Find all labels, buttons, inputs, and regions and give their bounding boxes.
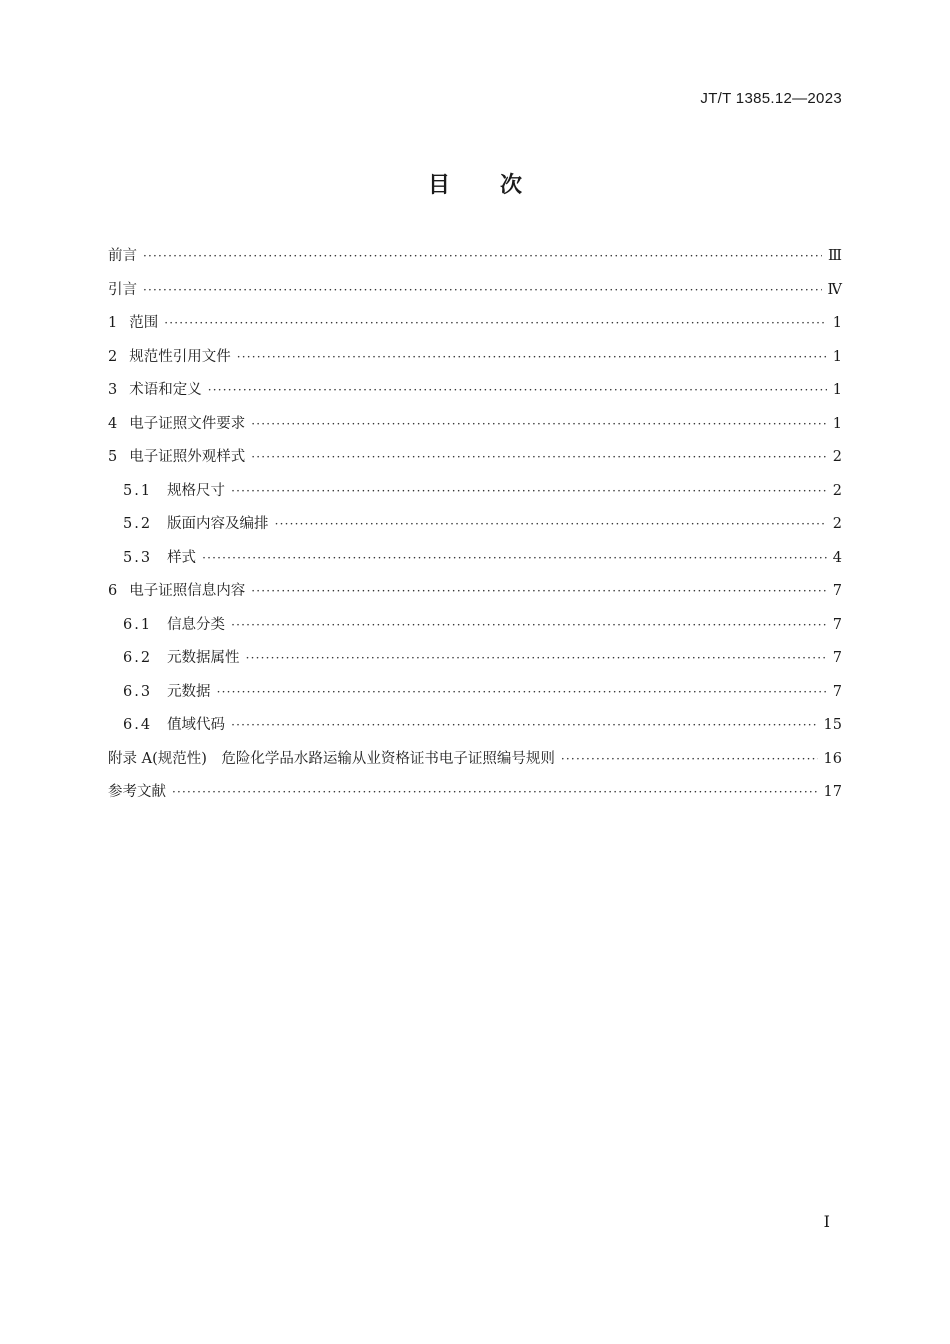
toc-entry-number: 2 <box>108 348 118 365</box>
toc-entry-page: 7 <box>832 650 842 666</box>
toc-leader-dots <box>561 752 818 766</box>
toc-entry-page: 1 <box>832 415 842 432</box>
toc-entry-page: 1 <box>832 382 842 398</box>
toc-entry-page: 16 <box>823 750 842 767</box>
toc-title-char-1: 目 <box>427 173 450 198</box>
toc-entry-page: 15 <box>823 717 842 733</box>
toc-entry-label: 信息分类 <box>167 616 226 633</box>
toc-entry-6[interactable] <box>108 579 842 613</box>
toc-leader-dots <box>231 618 827 632</box>
toc-entry-page: Ⅳ <box>827 281 842 298</box>
toc-leader-dots <box>275 517 827 531</box>
toc-entry-label: 规格尺寸 <box>167 482 226 499</box>
toc-leader-dots <box>251 417 827 431</box>
toc-entry-page: 7 <box>832 683 842 700</box>
toc-entry-page: 2 <box>832 449 842 465</box>
toc-entry-page: 4 <box>832 549 842 566</box>
toc-entry-3[interactable] <box>108 378 842 412</box>
toc-leader-dots <box>202 551 827 565</box>
toc-entry-5-3[interactable] <box>108 546 842 580</box>
toc-leader-dots <box>143 283 822 297</box>
toc-entry-6-4[interactable] <box>108 713 842 747</box>
toc-entry-foreword[interactable] <box>108 244 842 278</box>
toc-entry-label: 元数据属性 <box>167 650 240 666</box>
toc-entry-number: 6.2 <box>123 650 153 666</box>
toc-leader-dots <box>143 249 822 263</box>
toc-leader-dots <box>217 685 827 699</box>
toc-entry-number: 5.3 <box>123 549 153 566</box>
toc-entry-page: 1 <box>832 315 842 331</box>
toc-leader-dots <box>251 584 827 598</box>
toc-entry-number: 5.2 <box>123 516 153 532</box>
toc-entry-number: 6.4 <box>123 717 153 733</box>
toc-entry-number: 6 <box>108 583 118 599</box>
toc-entry-page: 7 <box>832 583 842 599</box>
toc-entry-label: 电子证照外观样式 <box>129 449 246 465</box>
toc-leader-dots <box>237 350 827 364</box>
toc-entry-number: 3 <box>108 382 118 398</box>
toc-entry-4[interactable] <box>108 412 842 446</box>
table-of-contents <box>108 244 842 814</box>
toc-leader-dots <box>231 718 817 732</box>
document-code: JT/T 1385.12—2023 <box>700 90 842 107</box>
toc-leader-dots <box>172 785 818 799</box>
toc-entry-label: 规范性引用文件 <box>129 348 231 365</box>
toc-entry-introduction[interactable] <box>108 278 842 312</box>
toc-entry-number: 5.1 <box>123 482 153 499</box>
toc-entry-label: 引言 <box>108 281 137 298</box>
toc-entry-6-2[interactable] <box>108 646 842 680</box>
toc-entry-number: 1 <box>108 315 118 331</box>
toc-entry-label: 术语和定义 <box>129 382 202 398</box>
toc-entry-label: 元数据 <box>167 683 211 700</box>
toc-title <box>0 168 950 199</box>
toc-entry-label: 版面内容及编排 <box>167 516 269 532</box>
toc-entry-label: 附录 A(规范性) 危险化学品水路运输从业资格证书电子证照编号规则 <box>108 750 555 767</box>
toc-entry-number: 6.1 <box>123 616 153 633</box>
toc-entry-1[interactable] <box>108 311 842 345</box>
toc-leader-dots <box>246 651 827 665</box>
toc-title-char-2: 次 <box>500 173 523 198</box>
toc-entry-page: 2 <box>832 482 842 499</box>
toc-entry-6-1[interactable] <box>108 613 842 647</box>
toc-entry-label: 样式 <box>167 549 197 566</box>
toc-leader-dots <box>251 450 827 464</box>
toc-entry-label: 范围 <box>129 315 159 331</box>
toc-leader-dots <box>231 484 827 498</box>
toc-entry-label: 电子证照文件要求 <box>129 415 246 432</box>
toc-leader-dots <box>164 316 827 330</box>
toc-entry-label: 值域代码 <box>167 717 226 733</box>
toc-entry-page: 1 <box>832 348 842 365</box>
toc-entry-page: 2 <box>832 516 842 532</box>
page-number: Ⅰ <box>823 1212 830 1231</box>
toc-entry-page: Ⅲ <box>828 248 842 264</box>
toc-entry-number: 4 <box>108 415 118 432</box>
toc-entry-page: 7 <box>832 616 842 633</box>
toc-entry-label: 参考文献 <box>108 784 166 800</box>
toc-entry-5-1[interactable] <box>108 479 842 513</box>
toc-leader-dots <box>208 383 827 397</box>
toc-entry-label: 电子证照信息内容 <box>129 583 246 599</box>
toc-entry-page: 17 <box>823 784 842 800</box>
toc-entry-6-3[interactable] <box>108 680 842 714</box>
toc-entry-5-2[interactable] <box>108 512 842 546</box>
toc-entry-5[interactable] <box>108 445 842 479</box>
toc-entry-number: 5 <box>108 449 118 465</box>
toc-entry-annex-a[interactable] <box>108 747 842 781</box>
toc-entry-label: 前言 <box>108 248 137 264</box>
toc-entry-2[interactable] <box>108 345 842 379</box>
toc-entry-bibliography[interactable] <box>108 780 842 814</box>
toc-entry-number: 6.3 <box>123 683 153 700</box>
